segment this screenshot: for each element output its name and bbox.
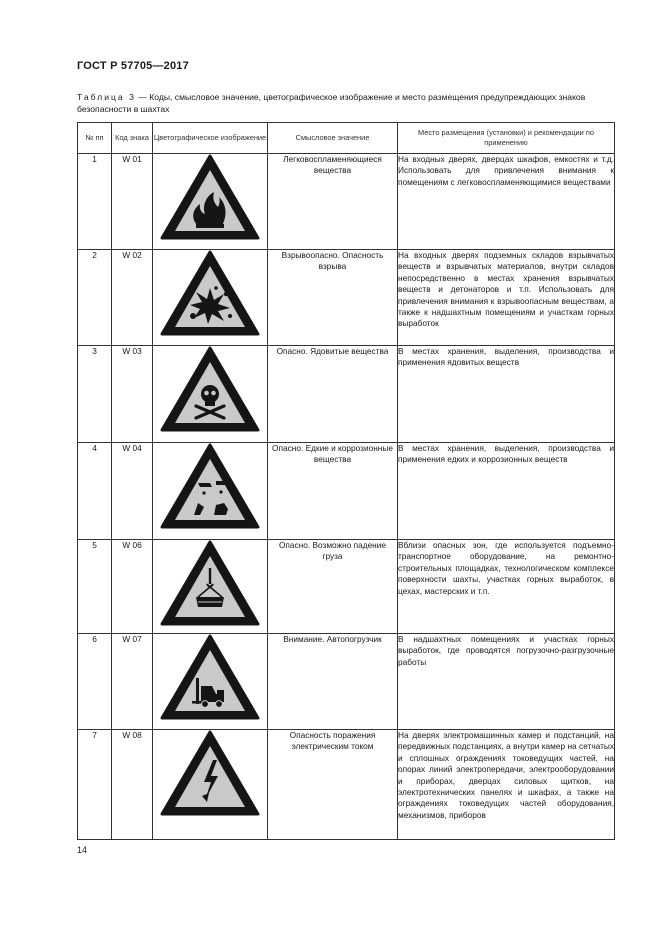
sign-meaning: Легковоспламеняющиеся вещества [268, 154, 398, 250]
corrosive-icon [153, 443, 267, 529]
row-number: 6 [78, 634, 112, 730]
sign-code: W 02 [112, 250, 153, 346]
table-row [78, 250, 615, 346]
column-header-meaning: Смысловое значение [268, 123, 398, 154]
table-row [78, 346, 615, 443]
forklift-icon [153, 634, 267, 720]
table-caption [77, 91, 617, 115]
toxic-icon [153, 346, 267, 432]
column-header-code: Код знака [112, 123, 153, 154]
sign-placement: В надшахтных помещениях и участках горных выработок, где проводятся погрузочно-разгрузочные работы [398, 634, 614, 667]
sign-meaning: Опасно. Возможно падение груза [268, 540, 398, 634]
sign-placement: Вблизи опасных зон, где используется подъемно-транспортное оборудование, на ремонтно-строительных площадках, технологическом комплексе поверхности шахты, участках горных выработок, в цехах, мастерских и т.п. [398, 540, 614, 596]
sign-code: W 04 [112, 443, 153, 540]
sign-code: W 08 [112, 730, 153, 840]
row-number: 2 [78, 250, 112, 346]
suspended-load-icon [153, 540, 267, 626]
table-row [78, 443, 615, 540]
sign-placement: На дверях электромашинных камер и подстанций, на передвижных подстанциях, а внутри камер на сетчатых и сплошных ограждениях токоведущих частей, на опорах линий электропередачи, электрооборудовании и приборах, дверцах силовых щитков, на электротехнических панелях и шкафах, а также на ограждениях токоведущих частей оборудования, механизмов, приборов [398, 730, 614, 820]
sign-code: W 03 [112, 346, 153, 443]
table-row [78, 540, 615, 634]
table-row [78, 634, 615, 730]
sign-meaning: Внимание. Автопогрузчик [268, 634, 398, 730]
page-number: 14 [77, 845, 88, 855]
row-number: 4 [78, 443, 112, 540]
sign-meaning: Опасность поражения электрическим током [268, 730, 398, 840]
table-caption-label: Таблица 3 [77, 92, 136, 102]
table-header-row [78, 123, 615, 154]
table-row [78, 730, 615, 840]
row-number: 1 [78, 154, 112, 250]
standard-title: ГОСТ Р 57705—2017 [77, 60, 189, 72]
flammable-icon [153, 154, 267, 240]
column-header-place: Место размещения (установки) и рекомендации по применению [398, 123, 615, 154]
table-caption-text: — Коды, смысловое значение, цветографическое изображение и место размещения предупреждающих знаков безопасности в шахтах [77, 92, 586, 114]
sign-placement: В местах хранения, выделения, производства и применения ядовитых веществ [398, 346, 614, 368]
row-number: 7 [78, 730, 112, 840]
column-header-num: № пп [78, 123, 112, 154]
safety-signs-table [77, 122, 615, 840]
explosive-icon [153, 250, 267, 336]
column-header-image: Цветографическое изображение [153, 123, 268, 154]
sign-code: W 07 [112, 634, 153, 730]
sign-code: W 01 [112, 154, 153, 250]
sign-placement: На входных дверях подземных складов взрывчатых веществ и взрывчатых материалов, внутри складов непосредственно в местах хранения взрывчатых веществ и детонаторов и т.п. Использовать для привлечения внимания к взрывоопасным веществам, а также к надшахтным помещениям и участкам горных выработок [398, 250, 614, 329]
sign-placement: В местах хранения, выделения, производства и применения едких и коррозионных веществ [398, 443, 614, 465]
table-row [78, 154, 615, 250]
row-number: 5 [78, 540, 112, 634]
sign-code: W 06 [112, 540, 153, 634]
sign-placement: На входных дверях, дверцах шкафов, емкостях и т.д. Использовать для привлечения внимания к помещениям с легковоспламеняющимися веществами [398, 154, 614, 187]
sign-meaning: Опасно. Едкие и коррозионные вещества [268, 443, 398, 540]
sign-meaning: Взрывоопасно. Опасность взрыва [268, 250, 398, 346]
sign-meaning: Опасно. Ядовитые вещества [268, 346, 398, 443]
row-number: 3 [78, 346, 112, 443]
electric-shock-icon [153, 730, 267, 816]
